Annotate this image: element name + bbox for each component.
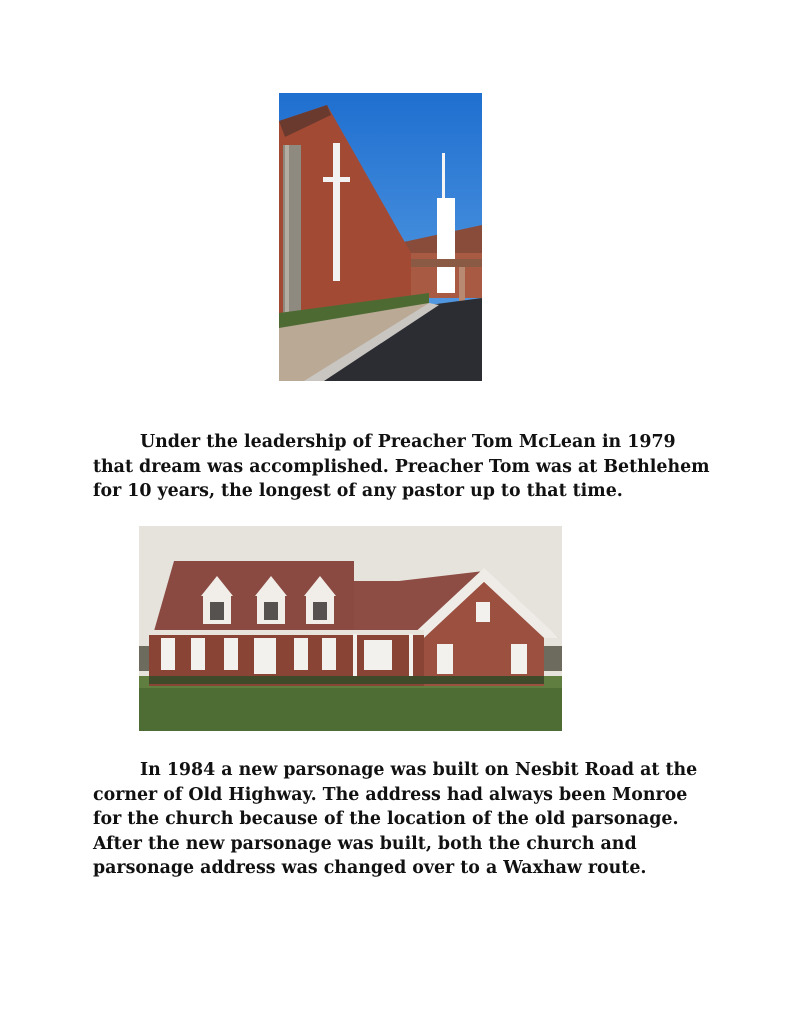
parsonage-photo xyxy=(139,526,562,731)
paragraph-pastor: Under the leadership of Preacher Tom McLean in 1979 that dream was accomplished. Preacher Tom was at Bethlehem for 10 years, the longest of any pastor up to that time. xyxy=(93,432,710,501)
church-photo xyxy=(279,93,482,381)
paragraph-parsonage: In 1984 a new parsonage was built on Nesbit Road at the corner of Old Highway. The address had always been Monroe for the church because of the location of the old parsonage. After the new parsonage was built, both the church and parsonage address was changed over to a Waxhaw route. xyxy=(93,760,698,878)
